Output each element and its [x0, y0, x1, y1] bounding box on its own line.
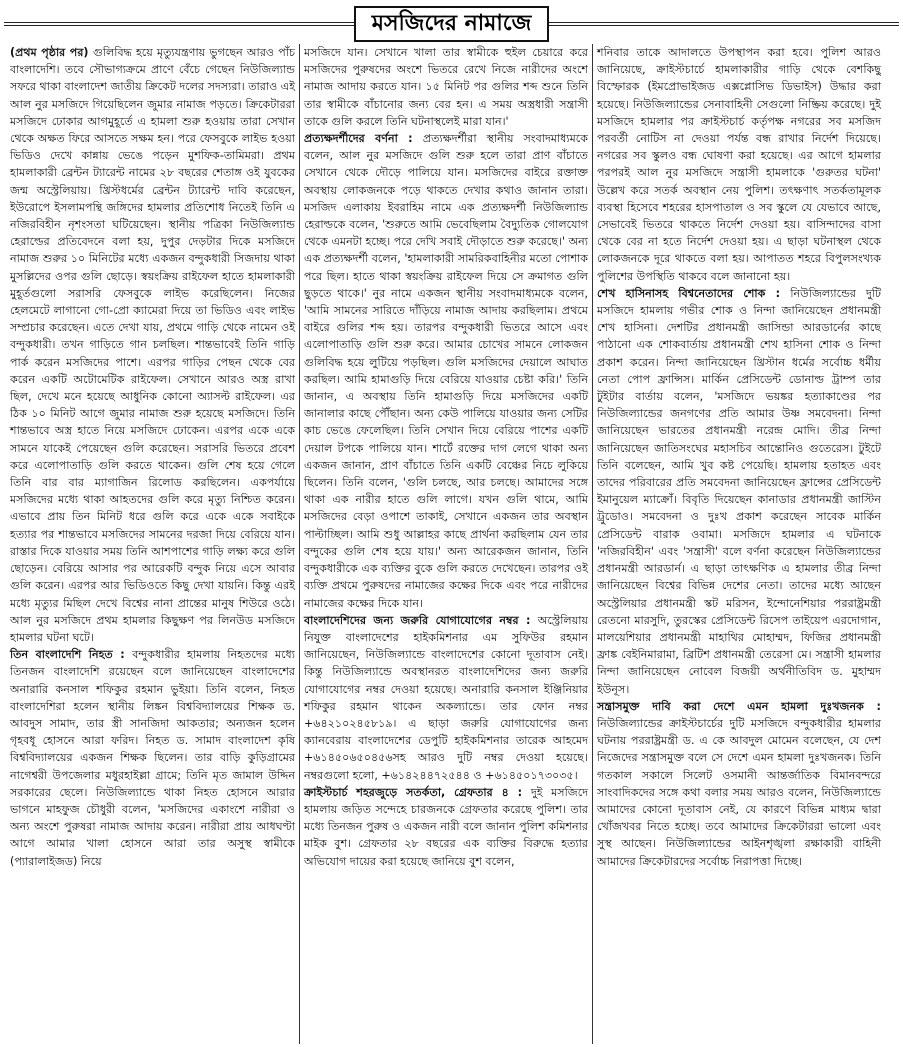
subhead: শেখ হাসিনাসহ বিশ্বনেতাদের শোক : [597, 286, 791, 300]
paragraph [304, 130, 588, 612]
paragraph [304, 44, 588, 130]
paragraph [10, 44, 295, 646]
paragraph [597, 285, 881, 698]
paragraph [304, 612, 588, 784]
paragraph-text: মসজিদে যান। সেখানে খালা তার স্বামীকে হুইল চেয়ারে করে মসজিদের পুরুষদের অংশে ভিতরে রেখে নিজে নারীদের অংশে নামাজ আদায় করতে যান। ১৫ মিনিট পর গুলির শব্দ শুনে তিনি তার স্বামীকে বাঁচানোর জন্য বের হন। এ সময় অস্ত্রধারী সন্ত্রাসী তাকে গুলি করলে তিনি ঘটনাস্থলেই মারা যান।' [304, 46, 588, 128]
paragraph-text: দুই মসজিদে হামলায় জড়িত সন্দেহে চারজনকে গ্রেফতার করেছে পুলিশ। তার মধ্যে তিনজন পুরুষ ও একজন নারী বলে জানান পুলিশ কমিশনার মাইক বুশ। গ্রেফতার ২৮ বছরের এক ব্যক্তির বিরুদ্ধে হত্যার অভিযোগ দায়ের করা হয়েছে জানিয়ে বুশ বলেন, [304, 785, 588, 868]
subhead: বাংলাদেশিদের জন্য জরুরি যোগাযোগের নম্বর : [304, 613, 538, 627]
paragraph-text: শনিবার তাকে আদালতে উপস্থাপন করা হবে। পুলিশ আরও জানিয়েছে, ক্রাইস্টচার্চে হামলাকারীর গাড়ি থেকে বেশকিছু বিস্ফোরক (ইমপ্রোভাইজড এক্সপ্লোসিভ ডিভাইস) উদ্ধার করা হয়েছে। নিউজিল্যান্ডের সেনাবাহিনী সেগুলো নিষ্ক্রিয় করেছে। দুই মসজিদে হামলার পর ক্রাইস্টচার্চ কর্তৃপক্ষ নগরের সব মসজিদ পরবর্তী নোটিস না দেওয়া পর্যন্ত বন্ধ রাখার নির্দেশ দিয়েছে। নগরের সব স্কুলও বন্ধ ঘোষণা করা হয়েছে। এর আগে হামলার পরপরই আল নুর মসজিদে সন্ত্রাসী হামলাকে 'গুরুতর ঘটনা' উল্লেখ করে সতর্ক অবস্থান নেয় পুলিশ। তৎক্ষণাৎ সতর্কতামূলক ব্যবস্থা হিসেবে শহরের হাসপাতাল ও সব স্কুলে যে যেভাবে আছে, সেভাবেই ভিতরে থাকতে নির্দেশ দেওয়া হয়। বাসিন্দাদের বাসা থেকে বের না হতে নির্দেশ দেওয়া হয়। এ ছাড়া ঘটনাস্থল থেকে লোকজনকে দূরে থাকতে বলা হয়। আপাতত শহরে বিপুলসংখ্যক পুলিশের উপস্থিতি থাকবে বলে জানানো হয়। [597, 46, 881, 283]
paragraph-text: বন্দুকধারীর হামলায় নিহতদের মধ্যে তিনজন বাংলাদেশি রয়েছেন বলে জানিয়েছেন বাংলাদেশের অনারারি কনসাল শফিকুর রহমান ভুইয়া। তিনি বলেন, নিহত বাংলাদেশিরা হলেন স্থানীয় লিঙ্কন বিশ্ববিদ্যালয়ের শিক্ষক ড. আবদুস সামাদ, তার স্ত্রী সানজিদা আকতার; অন্যজন হলেন গৃহবধূ হোসনে আরা ফরিদ। নিহত ড. সামাদ বাংলাদেশ কৃষি বিশ্ববিদ্যালয়ের একজন শিক্ষক ছিলেন। তার বাড়ি কুড়িগ্রামের নাগেশ্বরী উপজেলার মধুরহাইল্লা গ্রামে; তিনি মৃত জামাল উদ্দিন সরকারের ছেলে। নিউজিল্যান্ডে থাকা নিহত হোসনে আরার ভাগনে মাহফুজ চৌধুরী বলেন, 'মসজিদের একাংশে নারীরা ও অন্য অংশে পুরুষরা নামাজ আদায় করেন। নারীরা প্রায় আধঘণ্টা আগে আমার খালা হোসনে আরা তার অসুস্থ স্বামীকে (প্যারালাইজড) নিয়ে [10, 648, 295, 868]
headline-banner [0, 6, 903, 42]
column-1 [6, 44, 299, 1044]
paragraph [304, 784, 588, 870]
paragraph [10, 646, 295, 870]
paragraph-text: প্রত্যক্ষদর্শীরা স্থানীয় সংবাদমাধ্যমকে বলেন, আল নুর মসজিদে গুলি শুরু হলে তারা প্রাণ বাঁচাতে সেখানে থেকে দৌড়ে পালিয়ে যান। মসজিদের বাইরে রক্তাক্ত অবস্থায় লোকজনকে পড়ে থাকতে দেখার কথাও জানান তারা। মসজিদ এলাকায় ইবরাহিম নামে এক প্রত্যক্ষদর্শী নিউজিল্যান্ড হেরাল্ডকে বলেন, 'শুরুতে আমি ভেবেছিলাম বৈদ্যুতিক গোলযোগ থেকে এমনটা হচ্ছে। পরে দেখি সবাই দৌড়াতে শুরু করেছে।' অন্য এক প্রত্যক্ষদর্শী বলেন, 'হামলাকারী সামরিকবাহিনীর মতো পোশাক পরে ছিল। হাতে থাকা স্বয়ংক্রিয় রাইফেল দিয়ে সে ক্রমাগত গুলি ছুড়তে থাকে।' নুর নামে একজন স্থানীয় সংবাদমাধ্যমকে বলেন, 'আমি সামনের সারিতে দাঁড়িয়ে নামাজ আদায় করছিলাম। প্রথমে বাইরে গুলির শব্দ হয়। তারপর বন্দুকধারী ভিতরে আসে এবং এলোপাতাড়ি গুলি শুরু করে। আমার চোখের সামনে লোকজন গুলিবিদ্ধ হয়ে লুটিয়ে পড়ছিল। গুলি মসজিদের দেয়ালে আঘাত করছিল। আমি হামাগুড়ি দিয়ে বেরিয়ে যাওয়ার চেষ্টা করি।' তিনি জানান, এ অবস্থায় তিনি হামাগুড়ি দিয়ে মসজিদের একটি জানালার কাছে পৌঁছান। অন্য কেউ পালিয়ে যাওয়ার জন্য সেটির কাচ ভেঙে ফেলেছিল। তিনি সেখান দিয়ে বেরিয়ে পাশের একটি দেয়াল টপকে পালিয়ে যান। শার্টে রক্তের দাগ লেগে থাকা অন্য একজন জানান, প্রাণ বাঁচাতে তিনি একটি বেঞ্চের নিচে লুকিয়ে ছিলেন। তিনি বলেন, 'গুলি চলছে, আর চলছে। আমাদের সঙ্গে থাকা এক নারীর হাতে গুলি লাগে। যখন গুলি থামে, আমি মসজিদের বেড়া ওপাশে তাকাই, সেখানে একজন তার অবস্থান পাল্টাচ্ছিল। আমি শুধু আল্লাহর কাছে প্রার্থনা করছিলাম যেন তার বন্দুকের গুলি শেষ হয়ে যায়।' অন্য আরেকজন জানান, তিনি বন্দুকধারীকে এক ব্যক্তির বুকে গুলি করতে দেখেছেন। তারপর ওই ব্যক্তি প্রথমে পুরুষদের নামাজের কক্ষের দিকে এবং পরে নারীদের নামাজের কক্ষের দিকে যান। [304, 132, 588, 610]
column-3 [592, 44, 885, 1044]
subhead: ক্রাইস্টচার্চ শহরজুড়ে সতর্কতা, গ্রেফতার ৪ : [304, 785, 531, 799]
paragraph [597, 44, 881, 285]
column-2 [299, 44, 592, 1044]
headline: মসজিদের নামাজে [354, 6, 550, 42]
subhead: তিন বাংলাদেশি নিহত : [10, 648, 133, 662]
article-body [6, 44, 899, 1044]
paragraph-text: নিউজিল্যান্ডের ক্রাইস্টচার্চের দুটি মসজিদে বন্দুকধারীর হামলার ঘটনায় পররাষ্ট্রমন্ত্রী ড. এ কে আবদুল মোমেন বলেছেন, যে দেশ নিজেদের সন্ত্রাসমুক্ত বলে সে দেশে এমন হামলা দুঃখজনক। তিনি গতকাল সকালে সিলেট ওসমানী আন্তর্জাতিক বিমানবন্দরে সাংবাদিকদের সঙ্গে কথা বলার সময় আরও বলেন, নিউজিল্যান্ডে আমাদের কোনো দূতাবাস নেই, যে কারণে বিভিন্ন মাধ্যম দ্বারা খোঁজখবর নিতে হচ্ছে। তবে আমাদের ক্রিকেটাররা ভালো এবং সুস্থ আছেন। নিউজিল্যান্ডের আইনশৃঙ্খলা রক্ষাকারী বাহিনী আমাদের ক্রিকেটারদের সর্বোচ্চ নিরাপত্তা দিচ্ছে। [597, 716, 881, 868]
subhead: প্রত্যক্ষদর্শীদের বর্ণনা : [304, 132, 423, 146]
paragraph-text: গুলিবিদ্ধ হয়ে মৃত্যুযন্ত্রণায় ভুগছেন আরও পাঁচ বাংলাদেশি। তবে সৌভাগ্যক্রমে প্রাণে বেঁচে গেছেন নিউজিল্যান্ড সফরে থাকা বাংলাদেশ জাতীয় ক্রিকেট দলের সদস্যরা। তারাও এই আল নুর মসজিদে গিয়েছিলেন জুমার নামাজ পড়তে। ক্রিকেটাররা মসজিদে ঢোকার আগমুহূর্তে এ হামলা শুরু হওয়ায় তারা সেখান থেকে অক্ষত ফিরে আসতে সক্ষম হন। পরে ফেসবুকে লাইভ হওয়া ভিডিও দেখে কান্নায় ভেঙে পড়েন মুশফিক-তামিমরা। প্রথম হামলাকারী ব্রেন্টন ট্যারেন্ট নামের ২৮ বছরের শেতাঙ্গ ওই যুবকের জন্ম অস্ট্রেলিয়ায়। খ্রিস্টধর্মের ব্রেন্টন ট্যারেন্ট দাবি করেছেন, ইউরোপে ইসলামপন্থি জঙ্গিদের হামলার প্রতিশোধ নিতেই তিনি এ নজিরবিহীন নৃশংসতা ঘটিয়েছেন। স্থানীয় পত্রিকা নিউজিল্যান্ড হেরাল্ডের প্রতিবেদনে বলা হয়, দুপুর দেড়টার দিকে মসজিদে নামাজ শুরুর ১০ মিনিটের মধ্যে একজন বন্দুকধারী সিজদায় থাকা মুসল্লিদের ওপর গুলি ছোড়ে। স্বয়ংক্রিয় রাইফেল হাতে হামলাকারী মুহূর্তগুলো সরাসরি ফেসবুকে লাইভ করেছিলেন। নিজের হেলমেটে লাগানো গো-প্রো ক্যামেরা দিয়ে তা ভিডিও এবং লাইভ সম্প্রচার করেছেন। এতে দেখা যায়, প্রথমে গাড়ি থেকে নামেন ওই বন্দুকধারী। তখন গাড়িতে গান চলছিল। শান্তভাবেই তিনি গাড়ি পার্ক করেন মসজিদের পাশে। এরপর গাড়ির পেছন থেকে বের করেন একটি অটোমেটিক রাইফেল। সেখানে আরও অস্ত্র রাখা ছিল, দেখে মনে হয়েছে আধুনিক কোনো অ্যাসল্ট রাইফেল। এর ঠিক ১০ মিনিট আগে জুমার নামাজ শুরু হয়েছে মসজিদে। তিনি শান্তভাবে অস্ত্র হাতে নিয়ে মসজিদে ঢোকেন। এরপর একে একে সামনে যাকেই পেয়েছেন গুলি করেছেন। সরাসরি ভিতরে প্রবেশ করে এলোপাতাড়ি গুলি করতে থাকেন। গুলি শেষ হয়ে গেলে তিনি বার বার ম্যাগাজিন রিলোড করছিলেন। একপর্যায়ে মসজিদের মধ্যে থাকা আহতদের গুলি করে মৃত্যু নিশ্চিত করেন। এভাবে প্রায় তিন মিনিট ধরে গুলি করে একে একে সবাইকে হত্যার পর শান্তভাবে মসজিদের সামনের দরজা দিয়ে বেরিয়ে যান। রাস্তার দিকে যাওয়ার সময় তিনি আশপাশের গাড়ি লক্ষ্য করে গুলি ছোড়েন। বেরিয়ে আসার পর আরেকটি বন্দুক নিয়ে এসে আবার গুলি করেন। এরপর আর ভিডিওতে কিছু দেখা যায়নি। কিন্তু এরই মধ্যে মৃত্যুর মিছিল দেখে বিশ্বের নানা প্রান্তের মানুষ শিউরে ওঠে। আল নুর মসজিদে প্রথম হামলার কিছুক্ষণ পর লিনউড মসজিদে হামলার ঘটনা ঘটে। [10, 46, 296, 644]
paragraph-text: অস্ট্রেলিয়ায় নিযুক্ত বাংলাদেশের হাইকমিশনার এম সুফিউর রহমান জানিয়েছেন, নিউজিল্যান্ডে বাংলাদেশের কোনো দূতাবাস নেই। কিন্তু নিউজিল্যান্ডে অবস্থানরত বাংলাদেশিদের জন্য জরুরি যোগাযোগের নম্বর দেওয়া হয়েছে। অনারারি কনসাল ইঞ্জিনিয়ার শফিকুর রহমান থাকেন অকল্যান্ডে। তার ফোন নম্বর +৬৪২১০২৪৫৮১৯। এ ছাড়া জরুরি যোগাযোগের জন্য ক্যানবেরায় বাংলাদেশের ডেপুটি হাইকমিশনার তারেক আহমেদ +৬১৪৫০৬৫০৪৫৬সহ আরও দুটি নম্বর দেওয়া হয়েছে। নম্বরগুলো হলো, +৬১৪২৪৪৭২৫৪৪ ও +৬১৪৫০১৭৩০৩৫। [304, 613, 588, 782]
paragraph-text: নিউজিল্যান্ডের দুটি মসজিদে হামলায় গভীর শোক ও নিন্দা জানিয়েছেন প্রধানমন্ত্রী শেখ হাসিনা। দেশটির প্রধানমন্ত্রী জাসিন্ডা আরডার্নের কাছে পাঠানো এক শোকবার্তায় প্রধানমন্ত্রী শেখ হাসিনা শোক ও নিন্দা প্রকাশ করেন। নিন্দা জানিয়েছেন খ্রিস্টান ধর্মের সর্বোচ্চ ধর্মীয় নেতা পোপ ফ্রান্সিস। মার্কিন প্রেসিডেন্ট ডোনাল্ড ট্রাম্প তার টুইটার বার্তায় বলেন, 'মসজিদে ভয়ঙ্কর হত্যাকাণ্ডের পর নিউজিল্যান্ডের জনগণের প্রতি আমার উষ্ণ সমবেদনা। নিন্দা জানিয়েছেন ভারতের প্রধানমন্ত্রী নরেন্দ্র মোদি। তীব্র নিন্দা জানিয়েছেন জাতিসংঘের মহাসচিব আন্তোনিও গুতেরেস। টুইটে তিনি বলেছেন, আমি খুব কষ্ট পেয়েছি। হামলায় হতাহত এবং তাদের পরিবারের প্রতি সমবেদনা জানিয়েছেন ফ্রান্সের প্রেসিডেন্ট ইমানুয়েল ম্যাক্রোঁ। বিবৃতি দিয়েছেন কানাডার প্রধানমন্ত্রী জাস্টিন ট্রুডোও। সমবেদনা ও দুঃখ প্রকাশ করেছেন সাবেক মার্কিন প্রেসিডেন্ট বারাক ওবামা। মসজিদে হামলার এ ঘটনাকে 'নজিরবিহীন' এবং 'সন্ত্রাসী' বলে বর্ণনা করেছেন নিউজিল্যান্ডের প্রধানমন্ত্রী আরডার্ন। এ ছাড়া তাৎক্ষণিক এ হামলার তীব্র নিন্দা জানিয়েছেন বিশ্বের বিভিন্ন দেশের নেতা। তাদের মধ্যে আছেন অস্ট্রেলিয়ার প্রধানমন্ত্রী স্কট মরিসন, ইন্দোনেশিয়ার পররাষ্ট্রমন্ত্রী রেতনো মারসুদি, তুরস্কের প্রেসিডেন্ট রিসেপ তাইয়েপ এরদোগান, মালয়েশিয়ার প্রধানমন্ত্রী মাহাথির মোহাম্মদ, ফিজির প্রধানমন্ত্রী ফ্রাঙ্ক বেইনিমারামা, ব্রিটিশ প্রধানমন্ত্রী তেরেসা মে। সন্ত্রাসী হামলার নিন্দা জানিয়েছেন নোবেল বিজয়ী অর্থনীতিবিদ ড. মুহাম্মদ ইউনূস। [597, 286, 882, 696]
subhead: (প্রথম পৃষ্ঠার পর) [10, 46, 94, 59]
subhead: সন্ত্রাসমুক্ত দাবি করা দেশে এমন হামলা দুঃখজনক : [597, 699, 881, 713]
paragraph [597, 698, 881, 870]
